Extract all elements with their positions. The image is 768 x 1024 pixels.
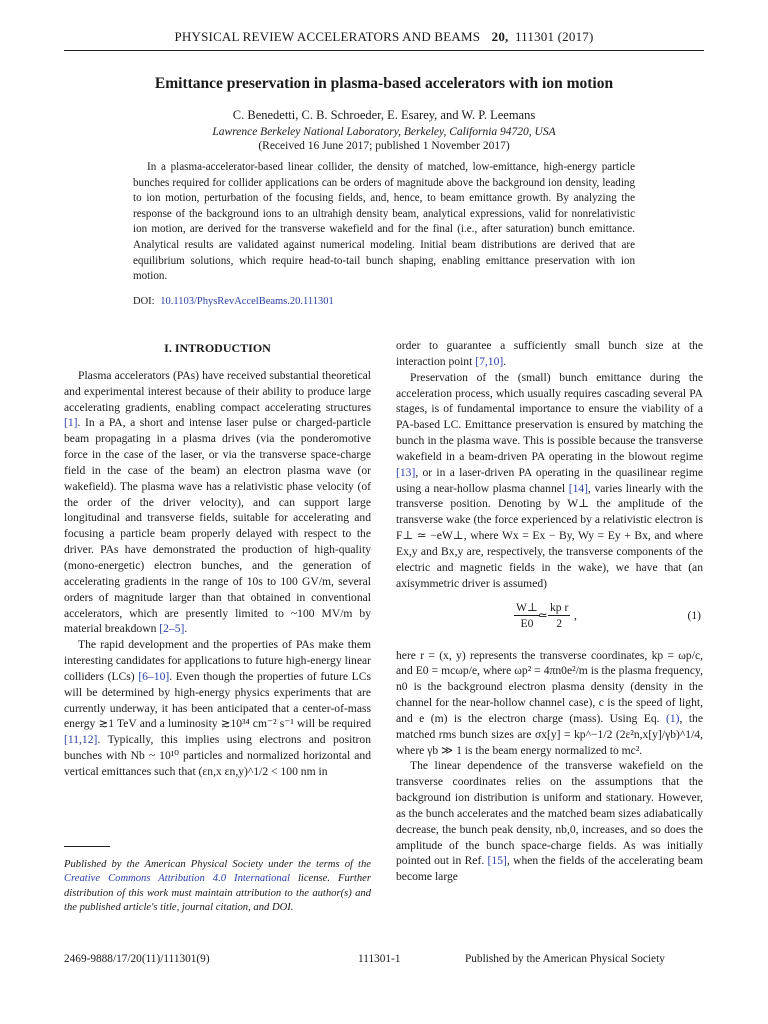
text-run: , varies linearly with the transverse position. Denoting by W⊥ the amplitude of the transverse wake (the force experienced by a relativistic electron is F⊥ ≃ −eW⊥, where Wx = Ex − By, Wy = Ey + Bx, and where Ex,y and Bx,y are, respectively, the transverse components of the electric and magnetic fields in the wake), we have that (an axisymmetric driver is assumed) <box>396 481 703 590</box>
footer-page-number: 111301-1 <box>358 953 401 965</box>
affiliation: Lawrence Berkeley National Laboratory, Berkeley, California 94720, USA <box>212 126 556 138</box>
equation-rhs-numerator: kp r <box>550 600 569 614</box>
paper-title: Emittance preservation in plasma-based accelerators with ion motion <box>154 75 614 92</box>
text-run: , when the fields of the accelerating beam become large <box>396 854 703 884</box>
equation-1 <box>396 598 703 644</box>
equation-lhs-numerator: W⊥ <box>516 600 538 614</box>
section-heading: I. INTRODUCTION <box>164 341 271 355</box>
running-head <box>0 29 768 45</box>
doi-line <box>133 296 334 307</box>
text-run: here r = (x, y) represents the transverse coordinates, kp = ωp/c, and E0 = mcωp/e, where ωp² = 4πn0e²/m is the plasma frequency, n0 is the background electron plasma density (density in the channel for the near-hollow channel case), c is the speed of light, and e (m) is the electron charge (mass). Using Eq. <box>396 648 703 725</box>
text-run: Preservation of the (small) bunch emittance during the acceleration process, which usually requires cascading several PA stages, is of fundamental importance to ensure the viability of a PA-based LC. Emittance preservation is ensured by matching the bunch in the plasma wave. This is possible because the transverse wakefield in a beam-driven PA operating in the blowout regime <box>396 370 703 463</box>
citation-link[interactable]: [1] <box>64 416 78 430</box>
text-run: The rapid development and the properties of PAs make them interesting candidates for applications to future high-energy linear colliders (LCs) <box>64 638 371 683</box>
doi-label: DOI: <box>133 296 155 307</box>
citation-link[interactable]: [11,12] <box>64 733 98 747</box>
footer-publisher: Published by the American Physical Society <box>465 953 665 965</box>
text-run: . Typically, this implies using electrons and positron bunches with Nb ~ 10¹⁰ particles and normalized horizontal and vertical emittances such that (εn,x εn,y)^1/2 < 100 nm in <box>64 733 371 778</box>
text-run: Published by the American Physical Society under the terms of the <box>64 859 371 870</box>
text-run: order to guarantee a sufficiently small bunch size at the interaction point <box>396 339 703 368</box>
left-column <box>64 338 371 780</box>
intro-paragraph-2 <box>64 637 371 780</box>
citation-link[interactable]: [15] <box>487 854 507 868</box>
text-run: , or in a laser-driven PA operating in the quasilinear regime using a near-hollow plasma channel <box>396 465 703 495</box>
equation-lhs-fraction <box>514 600 540 631</box>
equation-comma: , <box>574 608 577 622</box>
equation-rhs-fraction <box>548 600 570 631</box>
text-run: Plasma accelerators (PAs) have received substantial theoretical and experimental interest because of their ability to produce large accelerating gradients, enabling compact accelerating structures <box>64 368 371 414</box>
citation-link[interactable]: [2–5] <box>159 622 185 636</box>
text-run: . <box>503 354 507 368</box>
intro-paragraph-1 <box>64 368 371 637</box>
footer-issn: 2469-9888/17/20(11)/111301(9) <box>64 953 210 965</box>
right-column <box>396 338 703 885</box>
continued-paragraph <box>396 338 703 370</box>
text-run: , the matched rms bunch sizes are σx[y] = kp^−1/2 (2ε²n,x[y]/γb)^1/4, where γb ≫ 1 is the beam energy normalized to mc². <box>396 711 703 757</box>
article-number: 111301 (2017) <box>514 29 594 44</box>
text-run: . Even though the properties of future LCs will be determined by high-energy physics experiments that are currently underway, it has been anticipated that a center-of-mass energy ≳1 TeV and a luminosity ≳10³⁴ cm⁻² s⁻¹ will be required <box>64 669 371 731</box>
citation-link[interactable]: [7,10] <box>475 354 504 368</box>
equation-link[interactable]: (1) <box>665 711 680 725</box>
equation-number: (1) <box>687 608 701 622</box>
author-list: C. Benedetti, C. B. Schroeder, E. Esarey, and W. P. Leemans <box>232 108 536 122</box>
equation-lhs-denominator: E0 <box>520 616 534 630</box>
citation-link[interactable]: [14] <box>568 481 589 495</box>
intro-paragraph-4 <box>396 648 703 759</box>
text-run: . In a PA, a short and intense laser pulse or charged-particle beam propagating in a plasma drives (via the ponderomotive force in the case of the laser, or via the transverse space-charge field in the case of the beam) an electron plasma wave (or wakefield). The plasma wave has a relativistic phase velocity (of the order of the driver velocity), and can support large longitudinal and transverse fields, suitable for accelerating and focusing a particle beam properly delayed with respect to the driver. PAs have demonstrated the production of high-quality (mono-energetic) electron bunches, and the generation of accelerating gradients in the range of 10s to 100 GV/m, several orders of magnitude larger than that obtained in conventional accelerators, which are presently limited to ~100 MV/m by material breakdown <box>64 416 371 636</box>
received-dates: (Received 16 June 2017; published 1 November 2017) <box>258 140 510 152</box>
citation-link[interactable]: [6–10] <box>138 669 170 683</box>
journal-name: PHYSICAL REVIEW ACCELERATORS AND BEAMS <box>174 29 481 44</box>
journal-volume: 20, <box>491 29 509 44</box>
equation-rhs-denominator: 2 <box>556 616 563 630</box>
text-run: license. Further distribution of this work must maintain attribution to the author(s) and the published article's title, journal citation, and DOI. <box>64 873 371 914</box>
citation-link[interactable]: [13] <box>396 465 416 479</box>
license-footnote <box>64 858 371 916</box>
intro-paragraph-5 <box>396 758 703 885</box>
abstract: In a plasma-accelerator-based linear collider, the density of matched, low-emittance, high-energy particle bunches required for collider applications can be orders of magnitude above the background ion density, leading to ion motion, perturbation of the focusing fields, and, hence, to beam emittance growth. By analyzing the response of the background ions to an ultrahigh density beam, analytical expressions, valid for nonrelativistic ion motion, are derived for the transverse wakefield and for the final (i.e., after saturation) bunch emittance. Analytical results are validated against numerical modeling. Initial beam distributions are derived that are equilibrium solutions, which require head-to-tail bunch shaping, enabling emittance preservation with ion motion. <box>133 161 635 283</box>
equation-relation: ≃ <box>538 608 548 622</box>
header-rule <box>64 50 704 51</box>
text-run: The linear dependence of the transverse wakefield on the transverse coordinates relies on the assumptions that the background ion distribution is uniform and stationary. However, as the bunch accelerates and the matched beam sizes adiabatically decrease, the bunch peak density, nb,0, increases, and so does the amplitude of the bunch space-charge fields. As was initially pointed out in Ref. <box>396 759 703 868</box>
intro-paragraph-3 <box>396 370 703 592</box>
license-link[interactable]: Creative Commons Attribution 4.0 International <box>64 873 290 885</box>
doi-link[interactable]: 10.1103/PhysRevAccelBeams.20.111301 <box>160 296 334 307</box>
text-run: . <box>184 622 188 636</box>
footnote-rule <box>64 846 110 847</box>
